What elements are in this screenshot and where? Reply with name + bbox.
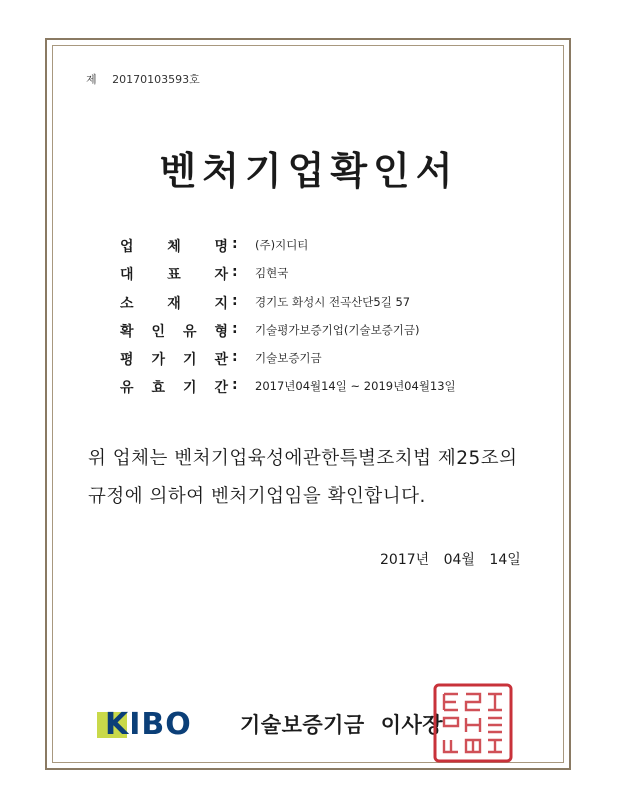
info-label-char: 평 (120, 352, 134, 368)
info-label-char: 기 (182, 352, 197, 368)
info-label-char: 가 (151, 352, 166, 368)
statement-line-2: 규정에 의하여 벤처기업임을 확인합니다. (88, 486, 426, 507)
info-label (120, 293, 228, 313)
certificate-title: 벤처기업확인서 (159, 149, 459, 193)
info-row-address (120, 293, 540, 317)
info-label-char: 대 (120, 267, 134, 283)
info-value-validity: 2017년04월14일 ~ 2019년04월13일 (255, 379, 456, 393)
info-label-char: 표 (167, 267, 181, 283)
info-colon: : (232, 264, 238, 280)
info-colon: : (232, 236, 238, 252)
info-label (120, 236, 228, 256)
certification-statement (88, 440, 548, 516)
certificate-number-value: 20170103593호 (112, 73, 200, 86)
issuer (240, 709, 443, 739)
info-label-char: 체 (167, 239, 181, 255)
info-value-company: (주)지디티 (255, 238, 309, 252)
info-label-char: 확 (120, 324, 134, 340)
info-label-char: 소 (120, 296, 134, 312)
info-row-company (120, 236, 540, 260)
issue-date (380, 549, 531, 569)
logo-text: KIBO (105, 707, 192, 742)
info-value-evaluator: 기술보증기금 (255, 351, 322, 365)
issue-date-year: 2017년 (380, 552, 430, 568)
info-label-char: 재 (167, 296, 181, 312)
info-colon: : (232, 293, 238, 309)
info-value-type: 기술평가보증기업(기술보증기금) (255, 323, 420, 337)
issuer-position: 이사장 (380, 713, 444, 737)
issuer-organization: 기술보증기금 (240, 713, 365, 737)
info-label-char: 간 (214, 380, 228, 396)
info-label-char: 효 (151, 380, 166, 396)
info-label-char: 유 (120, 380, 134, 396)
info-colon: : (232, 321, 238, 337)
info-label-char: 지 (214, 296, 228, 312)
info-label-char: 기 (182, 380, 197, 396)
info-label-char: 관 (214, 352, 228, 368)
issue-date-month: 04월 (443, 552, 475, 568)
info-label (120, 264, 228, 284)
info-label-char: 업 (120, 239, 134, 255)
info-label-char: 인 (151, 324, 166, 340)
info-row-evaluator (120, 349, 540, 373)
info-colon: : (232, 377, 238, 393)
certificate-number (86, 71, 200, 87)
info-label (120, 349, 228, 369)
statement-line-1: 위 업체는 벤처기업육성에관한특별조치법 제25조의 (88, 448, 518, 469)
info-value-representative: 김현국 (255, 266, 289, 280)
info-label-char: 자 (214, 267, 228, 283)
info-label-char: 유 (182, 324, 197, 340)
certificate-number-prefix: 제 (86, 73, 97, 86)
info-row-type (120, 321, 540, 345)
kibo-logo (97, 706, 192, 744)
info-row-validity (120, 377, 540, 401)
info-colon: : (232, 349, 238, 365)
info-label-char: 명 (214, 239, 228, 255)
issue-date-day: 14일 (489, 552, 521, 568)
info-value-address: 경기도 화성시 전곡산단5길 57 (255, 295, 411, 309)
info-label (120, 321, 228, 341)
info-label (120, 377, 228, 397)
info-row-representative (120, 264, 540, 288)
official-seal-icon (432, 682, 514, 764)
info-label-char: 형 (214, 324, 228, 340)
